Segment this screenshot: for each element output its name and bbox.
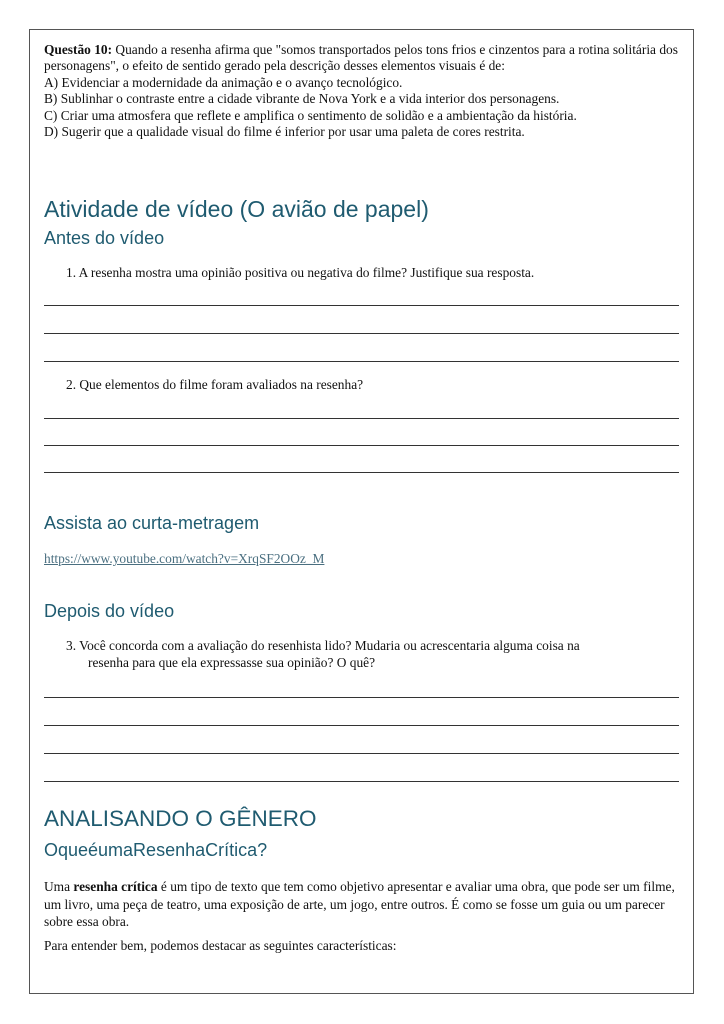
option-d: D) Sugerir que a qualidade visual do filme é inferior por usar uma paleta de cores restrita. — [44, 124, 525, 140]
answer-line[interactable] — [44, 472, 679, 473]
answer-line[interactable] — [44, 305, 679, 306]
genre-title: ANALISANDO O GÊNERO — [44, 806, 317, 831]
question-10 — [44, 42, 684, 140]
question-1: 1. A resenha mostra uma opinião positiva ou negativa do filme? Justifique sua resposta. — [66, 265, 535, 280]
answer-line[interactable] — [44, 361, 679, 362]
answer-line[interactable] — [44, 333, 679, 334]
option-b: B) Sublinhar o contraste entre a cidade vibrante de Nova York e a vida interior dos personagens. — [44, 91, 560, 107]
after-video-heading: Depois do vídeo — [44, 601, 175, 621]
para1-rest: é um tipo de texto que tem como objetivo apresentar e avaliar uma obra, que pode ser um filme, um livro, uma peça de teatro, uma exposição de arte, um jogo, entre outros. É como se fosse um guia ou um parecer sobre essa obra. — [44, 879, 675, 929]
question-3-line-2: resenha para que ela expressasse sua opinião? O quê? — [88, 655, 376, 670]
option-c: C) Criar uma atmosfera que reflete e amplifica o sentimento de solidão e a ambientação da história. — [44, 107, 577, 123]
genre-paragraph-2: Para entender bem, podemos destacar as seguintes características: — [44, 938, 397, 953]
para1-start: Uma — [44, 879, 74, 894]
answer-line[interactable] — [44, 697, 679, 698]
question-3-line-1: 3. Você concorda com a avaliação do resenhista lido? Mudaria ou acrescentaria alguma coisa na — [66, 638, 580, 653]
option-a: A) Evidenciar a modernidade da animação e o avanço tecnológico. — [44, 74, 403, 90]
question-10-text: Quando a resenha afirma que "somos transportados pelos tons frios e cinzentos para a rotina solitária dos personagens", o efeito de sentido gerado pela descrição desses elementos visuais é de: — [44, 42, 678, 74]
genre-paragraph-1 — [44, 878, 684, 931]
answer-line[interactable] — [44, 753, 679, 754]
video-link[interactable]: https://www.youtube.com/watch?v=XrqSF2OOz_M — [44, 551, 325, 566]
answer-line[interactable] — [44, 418, 679, 419]
para1-bold: resenha crítica — [73, 879, 158, 894]
question-2: 2. Que elementos do filme foram avaliados na resenha? — [66, 377, 364, 392]
answer-line[interactable] — [44, 725, 679, 726]
question-3 — [66, 637, 580, 671]
question-10-label: Questão 10: — [44, 42, 113, 57]
answer-line[interactable] — [44, 781, 679, 782]
watch-heading: Assista ao curta-metragem — [44, 513, 260, 533]
answer-line[interactable] — [44, 445, 679, 446]
video-activity-title: Atividade de vídeo (O avião de papel) — [44, 196, 429, 222]
genre-subtitle: OqueéumaResenhaCrítica? — [44, 840, 268, 860]
before-video-heading: Antes do vídeo — [44, 228, 165, 248]
question-10-stem — [44, 42, 684, 75]
